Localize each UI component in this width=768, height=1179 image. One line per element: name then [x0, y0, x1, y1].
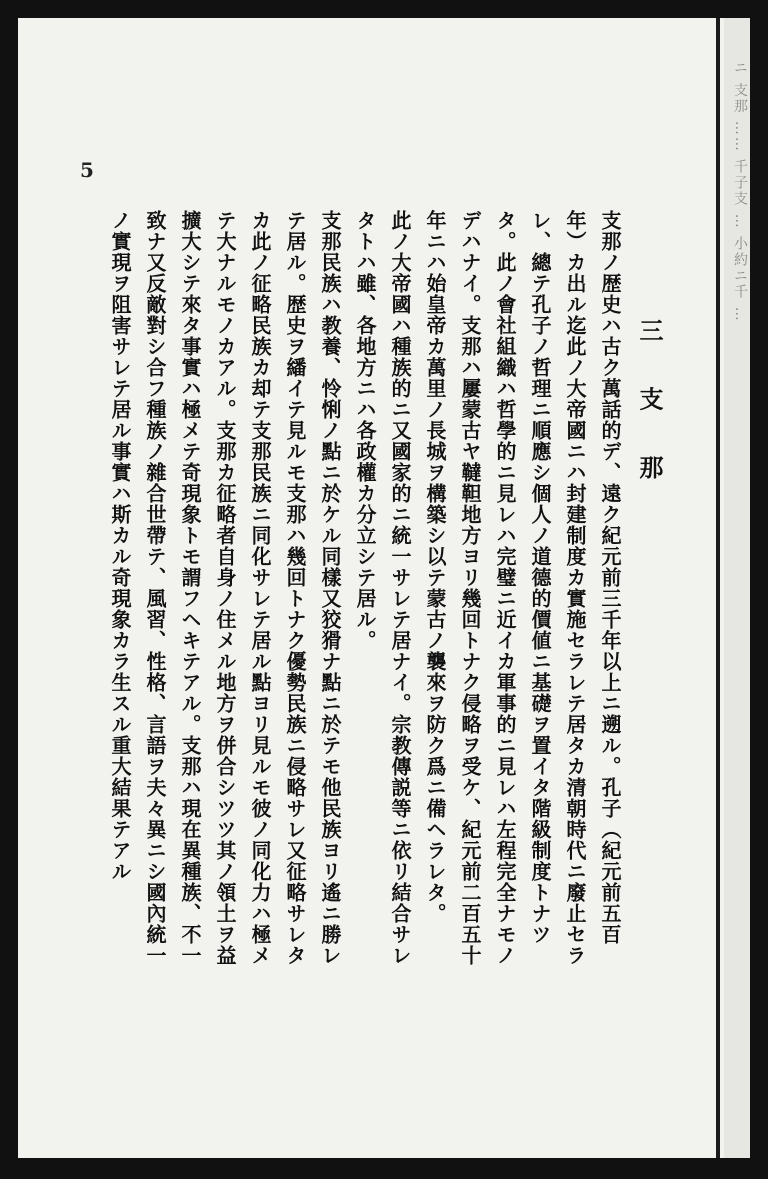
- section-title: 三 支 那: [635, 318, 664, 497]
- paragraph: 支那民族ハ教養、怜悧ノ點ニ於ケル同樣又狡猾ナ點ニ於テモ他民族ヨリ遙ニ勝レテ居ル。歴史ヲ繙イテ見ルモ支那ハ幾回トナク優勢民族ニ侵略サレ又征略サレタカ此ノ征略民族カ却テ支那民族ニ同化サレテ居ル點ヨリ見ルモ彼ノ同化力ハ極メテ大ナルモノカアル。支那カ征略者自身ノ住メル地方ヲ併合シツツ其ノ領土ヲ益擴大シテ來タ事實ハ極メテ奇現象トモ謂フヘキテアル。支那ハ現在異種族、不一致ナ又反敵對シ合フ種族ノ雜合世帶テ、風習、性格、言語ヲ夫々異ニシ國內統一ノ實現ヲ阻害サレテ居ル事實ハ斯カル奇現象カラ生スル重大結果テアル: [108, 210, 342, 966]
- paragraph: 支那ノ歴史ハ古ク萬話的デ、遠ク紀元前三千年以上ニ遡ル。孔子（紀元前五百年）カ出ル迄此ノ大帝國ニハ封建制度カ實施セラレテ居タカ清朝時代ニ廢止セラレ、總テ孔子ノ哲理ニ順應シ個人ノ道德的價値ニ基礎ヲ置イタ階級制度トナツタ。此ノ會社組織ハ哲學的ニ見レハ完璧ニ近イカ軍事的ニ見レハ左程完全ナモノデハナイ。支那ハ屢蒙古ヤ韃靼地方ヨリ幾回トナク侵略ヲ受ケ、紀元前二百五十年ニハ始皇帝カ萬里ノ長城ヲ構築シ以テ蒙古ノ襲來ヲ防ク爲ニ備ヘラレタ。: [423, 210, 622, 966]
- paragraph: 此ノ大帝國ハ種族的ニ又國家的ニ統一サレテ居ナイ。宗教傳説等ニ依リ結合サレタトハ雖、各地方ニハ各政權カ分立シテ居ル。: [353, 210, 412, 966]
- adjacent-page-text: ニ 支那 …… 千子支 … 小約ニ千 …: [732, 60, 748, 323]
- page-number: 5: [80, 158, 94, 182]
- page-gutter: [716, 18, 720, 1158]
- body-text: [92, 210, 627, 970]
